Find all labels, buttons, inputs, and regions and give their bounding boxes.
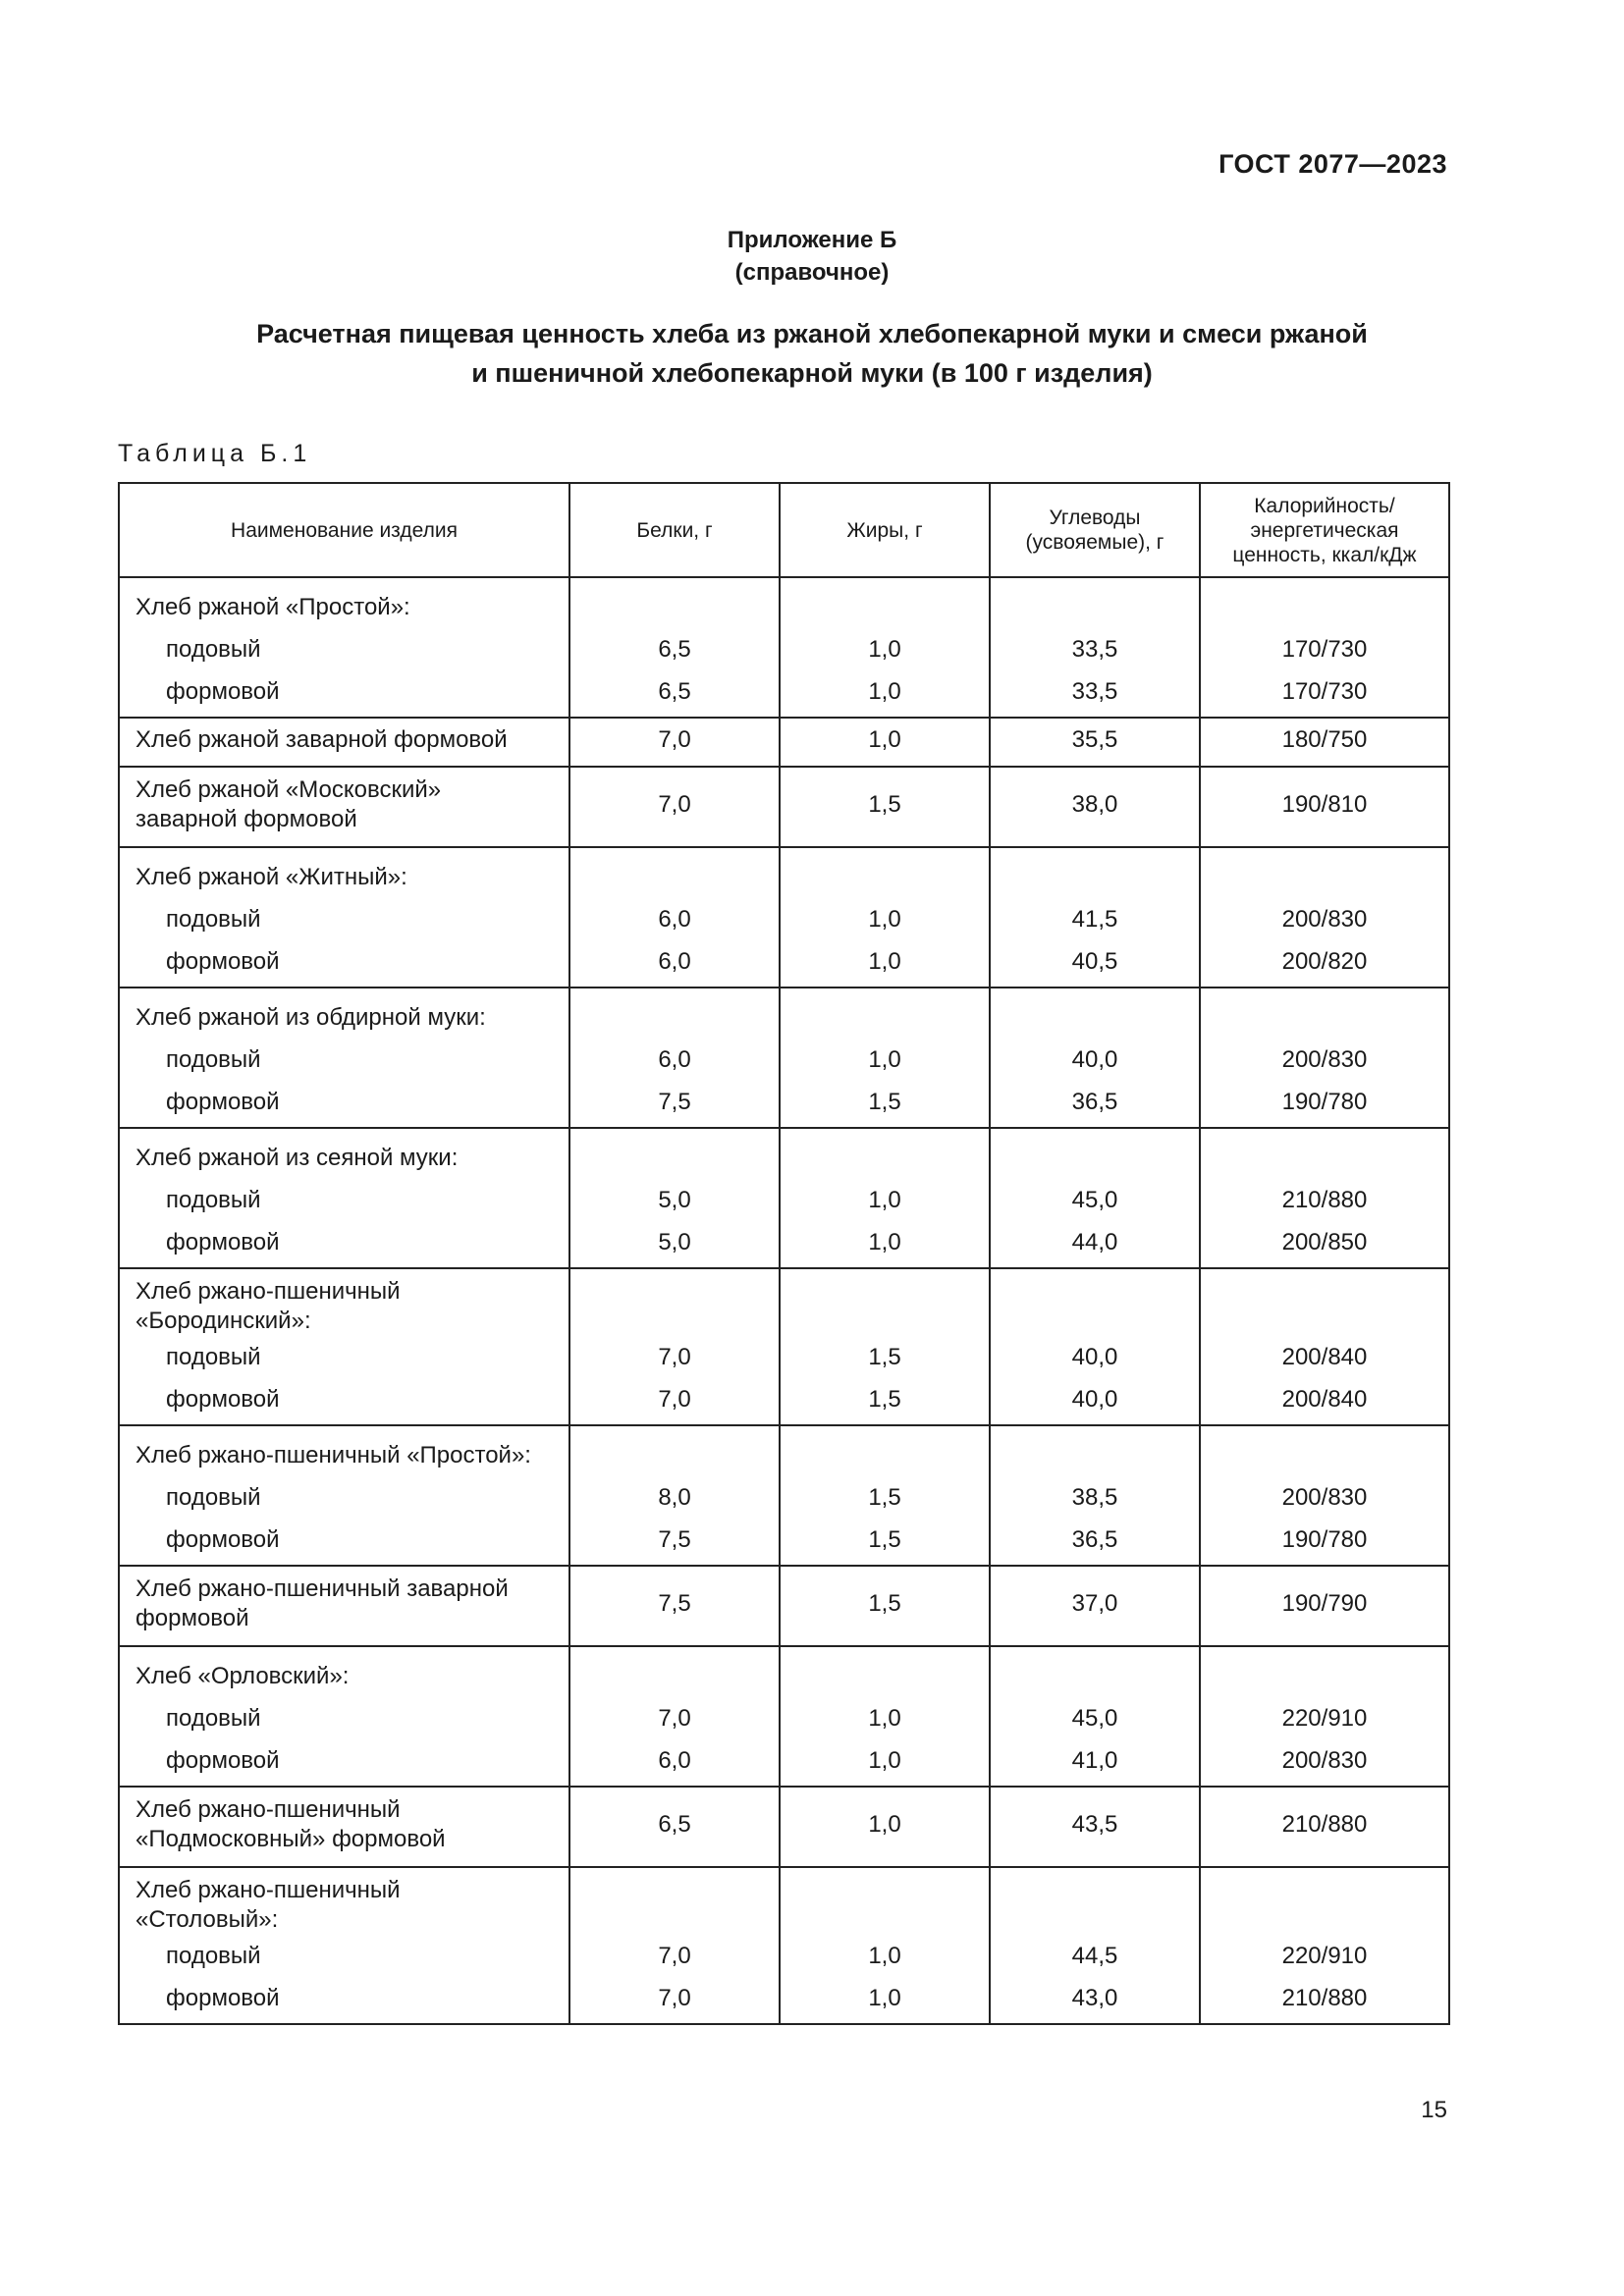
table-row (119, 1697, 1449, 1739)
fat-cell (780, 1128, 990, 1179)
nutrition-table (118, 482, 1450, 2025)
carbs-cell: 43,0 (990, 1977, 1200, 2024)
carbs-cell: 36,5 (990, 1081, 1200, 1128)
protein-cell: 7,5 (569, 1519, 780, 1566)
table-row (119, 718, 1449, 767)
energy-cell: 190/810 (1200, 767, 1449, 847)
carbs-cell: 38,0 (990, 767, 1200, 847)
fat-cell: 1,0 (780, 1179, 990, 1221)
product-name: Хлеб ржаной «Житный»: (119, 847, 569, 898)
product-name: формовой (119, 1081, 569, 1128)
protein-cell: 7,0 (569, 1378, 780, 1425)
protein-cell: 7,0 (569, 1336, 780, 1378)
product-name: подовый (119, 1039, 569, 1081)
protein-cell: 7,0 (569, 1935, 780, 1977)
table-row (119, 847, 1449, 898)
title-line-1: Расчетная пищевая ценность хлеба из ржаной хлебопекарной муки и смеси ржаной (256, 319, 1368, 348)
product-name: Хлеб ржано-пшеничный «Столовый»: (119, 1867, 569, 1935)
carbs-cell: 35,5 (990, 718, 1200, 767)
product-name: подовый (119, 1697, 569, 1739)
protein-cell: 6,5 (569, 628, 780, 670)
carbs-cell: 37,0 (990, 1566, 1200, 1646)
table-header-row (119, 483, 1449, 577)
fat-cell: 1,5 (780, 1476, 990, 1519)
product-name: формовой (119, 670, 569, 718)
fat-cell: 1,0 (780, 1977, 990, 2024)
product-name: формовой (119, 1378, 569, 1425)
table-row (119, 1179, 1449, 1221)
fat-cell: 1,0 (780, 628, 990, 670)
protein-cell: 7,5 (569, 1566, 780, 1646)
carbs-cell: 40,0 (990, 1378, 1200, 1425)
column-header-energy: Калорийность/ энергетическая ценность, ккал/кДж (1200, 483, 1449, 577)
protein-cell: 5,0 (569, 1179, 780, 1221)
table-row (119, 1221, 1449, 1268)
fat-cell: 1,0 (780, 1039, 990, 1081)
energy-cell: 200/830 (1200, 1039, 1449, 1081)
table-row (119, 1378, 1449, 1425)
energy-cell: 200/820 (1200, 940, 1449, 988)
table-row (119, 1081, 1449, 1128)
carbs-cell (990, 1128, 1200, 1179)
fat-cell: 1,0 (780, 670, 990, 718)
product-name: Хлеб ржано-пшеничный «Простой»: (119, 1425, 569, 1476)
energy-cell: 200/840 (1200, 1378, 1449, 1425)
column-header-carbs: Углеводы (усвояемые), г (990, 483, 1200, 577)
column-header-protein: Белки, г (569, 483, 780, 577)
table-row (119, 1268, 1449, 1336)
table-row (119, 1128, 1449, 1179)
fat-cell: 1,5 (780, 1566, 990, 1646)
energy-cell: 200/840 (1200, 1336, 1449, 1378)
table-row (119, 577, 1449, 628)
product-name: подовый (119, 628, 569, 670)
product-name: Хлеб ржаной «Простой»: (119, 577, 569, 628)
carbs-cell: 43,5 (990, 1787, 1200, 1867)
table-row (119, 767, 1449, 847)
table-row (119, 898, 1449, 940)
protein-cell: 7,0 (569, 1977, 780, 2024)
protein-cell: 7,0 (569, 1697, 780, 1739)
table-row (119, 988, 1449, 1039)
carbs-cell: 40,5 (990, 940, 1200, 988)
carbs-cell: 41,0 (990, 1739, 1200, 1787)
product-name: формовой (119, 1977, 569, 2024)
protein-cell: 5,0 (569, 1221, 780, 1268)
fat-cell (780, 1268, 990, 1336)
energy-cell (1200, 577, 1449, 628)
protein-cell (569, 1646, 780, 1697)
protein-cell: 7,0 (569, 767, 780, 847)
table-row (119, 628, 1449, 670)
carbs-cell (990, 1268, 1200, 1336)
table-row (119, 1425, 1449, 1476)
energy-cell: 190/790 (1200, 1566, 1449, 1646)
carbs-cell: 40,0 (990, 1039, 1200, 1081)
column-header-name: Наименование изделия (119, 483, 569, 577)
carbs-cell (990, 1646, 1200, 1697)
energy-cell: 220/910 (1200, 1697, 1449, 1739)
product-name: подовый (119, 898, 569, 940)
energy-cell: 210/880 (1200, 1977, 1449, 2024)
product-name: Хлеб «Орловский»: (119, 1646, 569, 1697)
table-row (119, 1787, 1449, 1867)
protein-cell: 6,0 (569, 940, 780, 988)
fat-cell: 1,0 (780, 940, 990, 988)
carbs-cell (990, 847, 1200, 898)
table-row (119, 1566, 1449, 1646)
fat-cell: 1,5 (780, 767, 990, 847)
product-name: подовый (119, 1179, 569, 1221)
table-row (119, 1935, 1449, 1977)
protein-cell: 6,5 (569, 1787, 780, 1867)
carbs-cell: 40,0 (990, 1336, 1200, 1378)
carbs-cell: 45,0 (990, 1697, 1200, 1739)
product-name: подовый (119, 1476, 569, 1519)
fat-cell (780, 577, 990, 628)
carbs-cell (990, 1867, 1200, 1935)
carbs-cell: 45,0 (990, 1179, 1200, 1221)
energy-cell: 170/730 (1200, 670, 1449, 718)
annex-label: Приложение Б (727, 227, 897, 253)
protein-cell (569, 1128, 780, 1179)
energy-cell: 200/850 (1200, 1221, 1449, 1268)
energy-cell (1200, 1128, 1449, 1179)
carbs-cell (990, 577, 1200, 628)
energy-cell (1200, 1425, 1449, 1476)
fat-cell (780, 988, 990, 1039)
protein-cell: 7,5 (569, 1081, 780, 1128)
energy-cell (1200, 1867, 1449, 1935)
protein-cell: 7,0 (569, 718, 780, 767)
energy-cell: 200/830 (1200, 1739, 1449, 1787)
fat-cell: 1,0 (780, 1221, 990, 1268)
product-name: подовый (119, 1935, 569, 1977)
table-row (119, 1336, 1449, 1378)
table-row (119, 1519, 1449, 1566)
annex-type: (справочное) (734, 259, 890, 286)
fat-cell: 1,5 (780, 1336, 990, 1378)
table-row (119, 1646, 1449, 1697)
page-title (0, 314, 1624, 393)
fat-cell: 1,0 (780, 1787, 990, 1867)
fat-cell: 1,0 (780, 1697, 990, 1739)
protein-cell: 6,0 (569, 1039, 780, 1081)
protein-cell: 6,0 (569, 898, 780, 940)
energy-cell: 210/880 (1200, 1179, 1449, 1221)
protein-cell (569, 988, 780, 1039)
carbs-cell (990, 988, 1200, 1039)
fat-cell: 1,5 (780, 1378, 990, 1425)
fat-cell: 1,0 (780, 1739, 990, 1787)
table-row (119, 1476, 1449, 1519)
energy-cell: 190/780 (1200, 1519, 1449, 1566)
product-name: подовый (119, 1336, 569, 1378)
protein-cell: 6,0 (569, 1739, 780, 1787)
column-header-fat: Жиры, г (780, 483, 990, 577)
table-row (119, 1977, 1449, 2024)
protein-cell (569, 1268, 780, 1336)
product-name: Хлеб ржаной из обдирной муки: (119, 988, 569, 1039)
energy-cell (1200, 847, 1449, 898)
product-name: формовой (119, 940, 569, 988)
annex-heading (0, 224, 1624, 289)
fat-cell: 1,5 (780, 1519, 990, 1566)
fat-cell (780, 1425, 990, 1476)
title-line-2: и пшеничной хлебопекарной муки (в 100 г изделия) (471, 358, 1153, 388)
carbs-cell: 33,5 (990, 670, 1200, 718)
fat-cell: 1,5 (780, 1081, 990, 1128)
energy-cell (1200, 1646, 1449, 1697)
energy-cell: 180/750 (1200, 718, 1449, 767)
product-name: формовой (119, 1739, 569, 1787)
product-name: Хлеб ржано-пшеничный «Бородинский»: (119, 1268, 569, 1336)
protein-cell (569, 1425, 780, 1476)
energy-cell: 170/730 (1200, 628, 1449, 670)
energy-cell: 200/830 (1200, 1476, 1449, 1519)
energy-cell: 190/780 (1200, 1081, 1449, 1128)
energy-cell: 200/830 (1200, 898, 1449, 940)
fat-cell (780, 847, 990, 898)
product-name: Хлеб ржано-пшеничный «Подмосковный» формовой (119, 1787, 569, 1867)
energy-cell (1200, 988, 1449, 1039)
carbs-cell: 36,5 (990, 1519, 1200, 1566)
fat-cell: 1,0 (780, 718, 990, 767)
product-name: Хлеб ржаной из сеяной муки: (119, 1128, 569, 1179)
table-row (119, 1739, 1449, 1787)
energy-cell: 220/910 (1200, 1935, 1449, 1977)
table-caption: Таблица Б.1 (118, 440, 312, 467)
protein-cell (569, 1867, 780, 1935)
page-number: 15 (1421, 2097, 1447, 2123)
table-row (119, 670, 1449, 718)
energy-cell: 210/880 (1200, 1787, 1449, 1867)
carbs-cell: 44,5 (990, 1935, 1200, 1977)
document-code: ГОСТ 2077—2023 (1218, 149, 1447, 179)
protein-cell (569, 577, 780, 628)
carbs-cell (990, 1425, 1200, 1476)
protein-cell: 6,5 (569, 670, 780, 718)
carbs-cell: 44,0 (990, 1221, 1200, 1268)
table-row (119, 940, 1449, 988)
protein-cell (569, 847, 780, 898)
product-name: формовой (119, 1221, 569, 1268)
carbs-cell: 41,5 (990, 898, 1200, 940)
product-name: Хлеб ржаной заварной формовой (119, 718, 569, 767)
carbs-cell: 38,5 (990, 1476, 1200, 1519)
product-name: Хлеб ржано-пшеничный заварной формовой (119, 1566, 569, 1646)
product-name: формовой (119, 1519, 569, 1566)
fat-cell: 1,0 (780, 1935, 990, 1977)
product-name: Хлеб ржаной «Московский» заварной формовой (119, 767, 569, 847)
protein-cell: 8,0 (569, 1476, 780, 1519)
table-row (119, 1039, 1449, 1081)
fat-cell: 1,0 (780, 898, 990, 940)
fat-cell (780, 1867, 990, 1935)
table-row (119, 1867, 1449, 1935)
carbs-cell: 33,5 (990, 628, 1200, 670)
fat-cell (780, 1646, 990, 1697)
energy-cell (1200, 1268, 1449, 1336)
